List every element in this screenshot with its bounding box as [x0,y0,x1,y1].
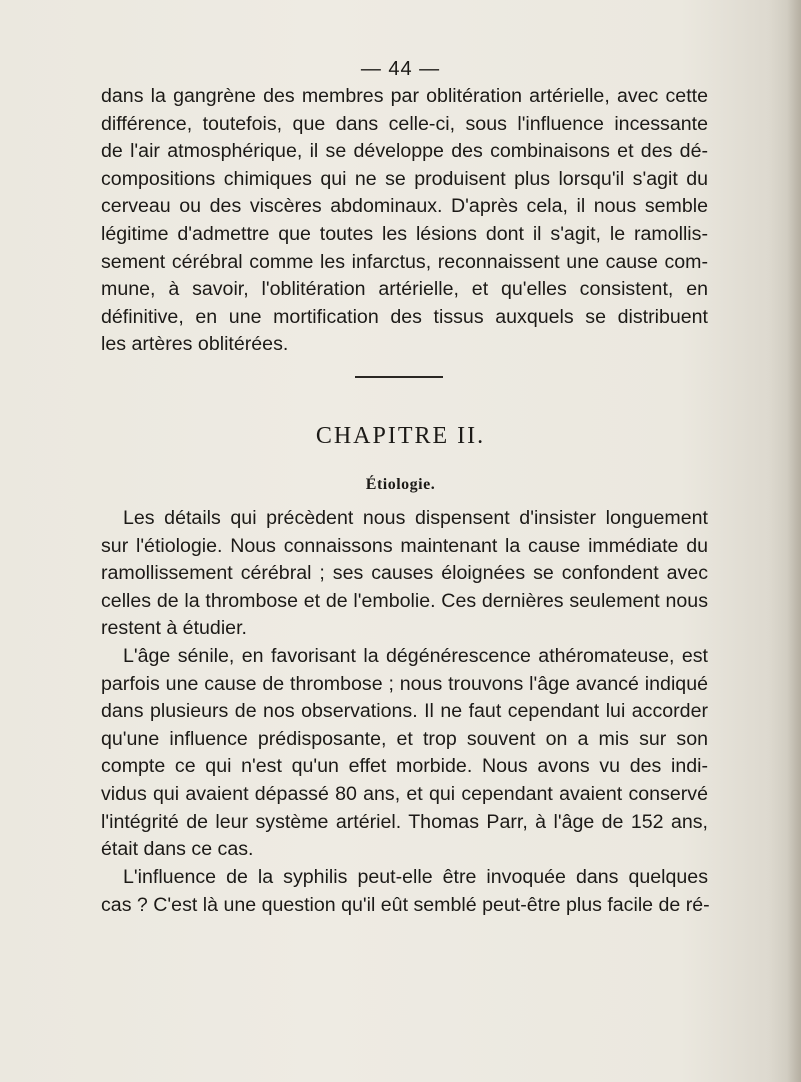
text-line: l'intégrité de leur système artériel. Thomas Parr, à l'âge de 152 ans, [101,810,708,833]
text-line: vidus qui avaient dépassé 80 ans, et qui cependant avaient conservé [101,782,708,805]
text-line: restent à étudier. [101,617,247,640]
text-line: qu'une influence prédisposante, et trop souvent on a mis sur son [101,727,708,750]
section-title: Étiologie. [365,476,436,493]
text-line: les artères oblitérées. [101,333,289,356]
text-line: légitime d'admettre que toutes les lésions dont il s'agit, le ramollis- [101,222,708,245]
text-line: ramollissement cérébral ; ses causes éloignées se confondent avec [101,562,708,585]
text-line: était dans ce cas. [101,838,254,861]
text-line: celles de la thrombose et de l'embolie. Ces dernières seulement nous [101,589,708,612]
text-line: compositions chimiques qui ne se produisent plus lorsqu'il s'agit du [101,167,708,190]
paragraph-3 [101,643,708,864]
text-line: sur l'étiologie. Nous connaissons maintenant la cause immédiate du [101,534,708,557]
paragraph-4 [101,864,708,919]
text-line: définitive, en une mortification des tissus auxquels se distribuent [101,305,708,328]
text-line: Les détails qui précèdent nous dispensent d'insister longuement [123,507,708,529]
text-line: compte ce qui n'est qu'un effet morbide. Nous avons vu des indi- [101,755,708,778]
page-number: — 44 — [360,58,441,80]
page-edge-shadow [787,0,801,1082]
text-line: parfois une cause de thrombose ; nous trouvons l'âge avancé indiqué [101,672,708,695]
paragraph-1 [101,83,708,359]
text-line: différence, toutefois, que dans celle-ci, sous l'influence incessante [101,112,708,135]
text-line: cerveau ou des viscères abdominaux. D'après cela, il nous semble [101,195,708,218]
text-line: de l'air atmosphérique, il se développe des combinaisons et des dé- [101,140,708,163]
text-line: sement cérébral comme les infarctus, reconnaissent une cause com- [101,250,708,273]
text-line: L'âge sénile, en favorisant la dégénérescence athéromateuse, est [123,645,708,667]
chapter-title: CHAPITRE II. [315,423,486,449]
text-line: L'influence de la syphilis peut-elle être invoquée dans quelques [123,866,708,888]
text-line: cas ? C'est là une question qu'il eût semblé peut-être plus facile de ré- [101,893,710,916]
text-line: mune, à savoir, l'oblitération artérielle, et qu'elles consistent, en [101,278,708,301]
section-divider [355,376,443,378]
paragraph-2 [101,505,708,643]
text-line: dans plusieurs de nos observations. Il ne faut cependant lui accorder [101,700,708,723]
text-line: dans la gangrène des membres par oblitération artérielle, avec cette [101,85,708,107]
